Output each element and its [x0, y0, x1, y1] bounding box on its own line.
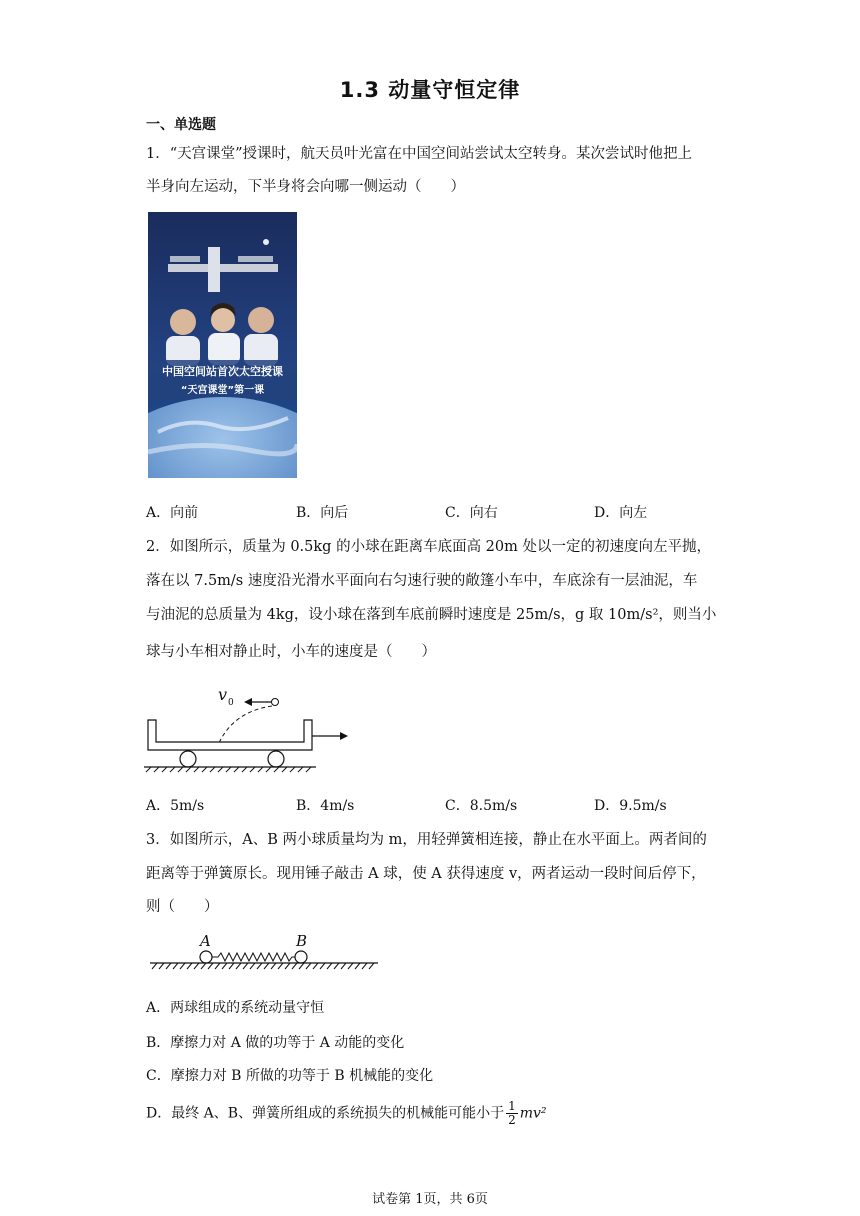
spring-diagram [146, 928, 386, 982]
q1-text-line2: 半身向左运动，下半身将会向哪一侧运动（ ） [146, 179, 465, 195]
q1-option-b: B．向后 [296, 505, 349, 521]
q2-text-line1: 2．如图所示，质量为 0.5kg 的小球在距离车底面高 20m 处以一定的初速度向左平抛， [146, 539, 711, 555]
v0-label: v [218, 685, 228, 704]
q3-option-a: A．两球组成的系统动量守恒 [146, 1000, 325, 1016]
mv-squared: mv² [519, 1105, 547, 1122]
q3-option-b: B．摩擦力对 A 做的功等于 A 动能的变化 [146, 1035, 405, 1051]
page-footer: 试卷第 1页，共 6页 [372, 1192, 488, 1207]
q1-option-d: D．向左 [594, 505, 648, 521]
q2-text-line2: 落在以 7.5m/s 速度沿光滑水平面向右匀速行驶的敞篷小车中，车底涂有一层油泥，车 [146, 573, 698, 589]
v0-subscript: 0 [228, 698, 234, 708]
photo-caption-main: 中国空间站首次太空授课 [162, 365, 283, 378]
page-title: 1.3 动量守恒定律 [339, 78, 521, 102]
q1-option-a: A．向前 [146, 505, 199, 521]
tiangong-classroom-photo [148, 212, 297, 478]
one-half-fraction: $\frac{1}{2}$ [508, 1099, 516, 1127]
q1-text-line1: 1．“天宫课堂”授课时，航天员叶光富在中国空间站尝试太空转身。某次尝试时他把上 [146, 146, 693, 162]
q3-option-d [146, 1100, 547, 1127]
q3-option-d-text: D．最终 A、B、弹簧所组成的系统损失的机械能可能小于 [146, 1105, 505, 1122]
q3-text-line1: 3．如图所示，A、B 两小球质量均为 m，用轻弹簧相连接，静止在水平面上。两者间的 [146, 832, 707, 848]
cart-diagram [140, 680, 360, 784]
q1-option-c: C．向右 [445, 505, 498, 521]
section-heading: 一、单选题 [146, 117, 216, 133]
q3-text-line2: 距离等于弹簧原长。现用锤子敲击 A 球，使 A 获得速度 v，两者运动一段时间后停下， [146, 866, 706, 882]
q2-option-c: C．8.5m/s [445, 798, 518, 814]
q2-option-d: D．9.5m/s [594, 798, 667, 814]
ball-a [200, 951, 212, 963]
ball-b-label: B [296, 932, 308, 950]
q3-text-line3: 则（ ） [146, 899, 219, 915]
q2-option-b: B．4m/s [296, 798, 355, 814]
q2-text-line4: 球与小车相对静止时，小车的速度是（ ） [146, 644, 436, 660]
ball-a-label: A [200, 932, 211, 950]
q3-option-c: C．摩擦力对 B 所做的功等于 B 机械能的变化 [146, 1068, 434, 1084]
q2-option-a: A．5m/s [146, 798, 205, 814]
q2-text-line3: 与油泥的总质量为 4kg，设小球在落到车底前瞬时速度是 25m/s，g 取 10m/s²，则当小 [146, 607, 717, 623]
photo-caption-sub: “天宫课堂”第一课 [180, 385, 265, 396]
spring [212, 953, 295, 961]
ball-b [295, 951, 307, 963]
